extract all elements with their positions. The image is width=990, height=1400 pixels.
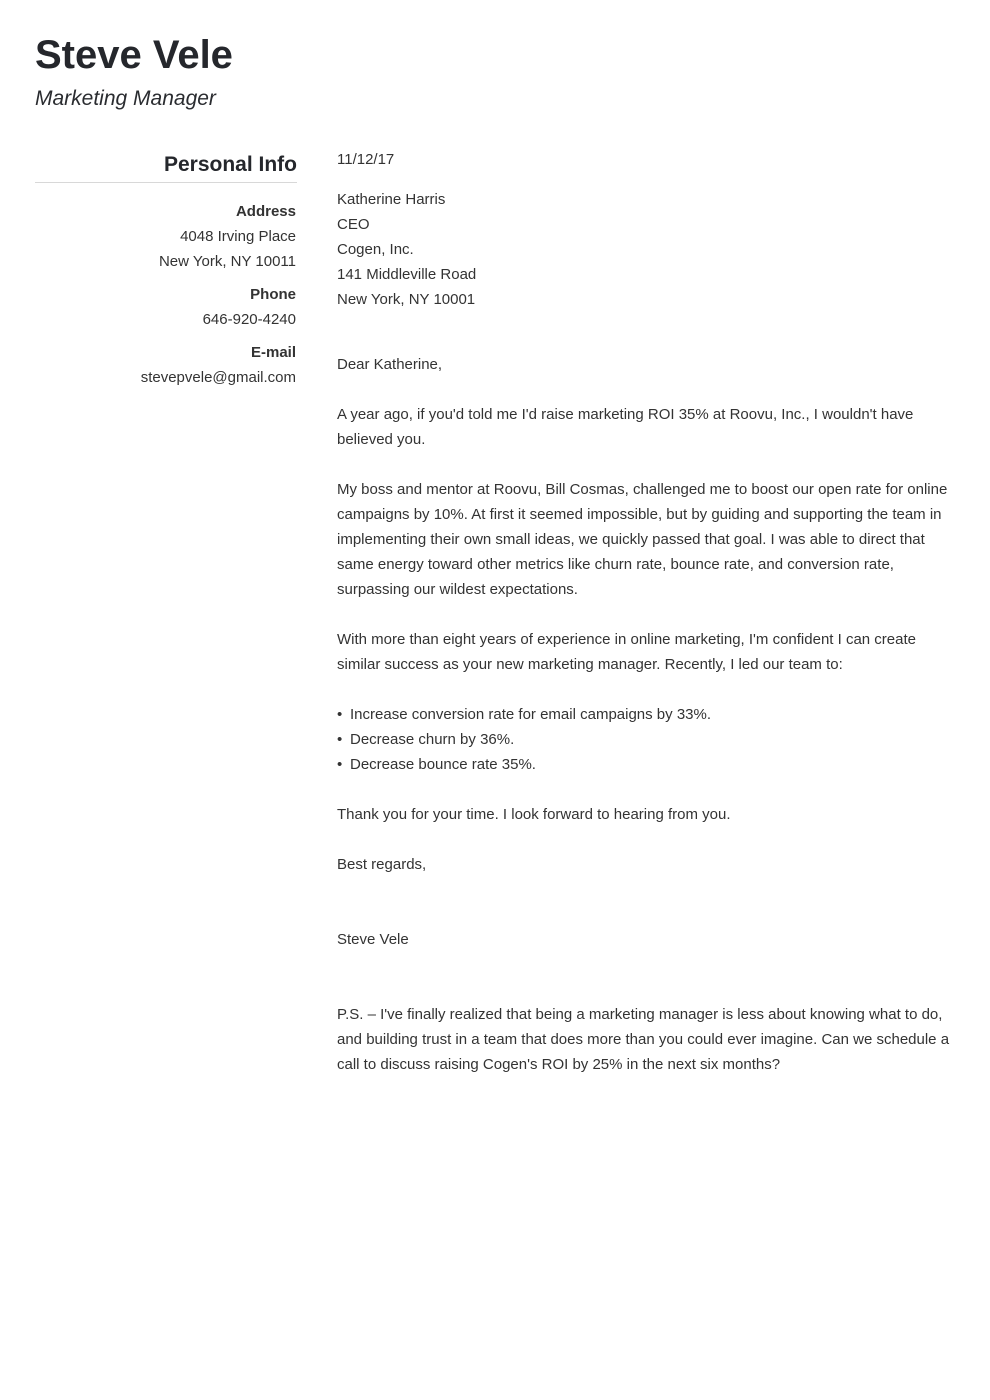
personal-info-sidebar — [35, 150, 296, 390]
address-block — [35, 199, 296, 274]
paragraph-thanks: Thank you for your time. I look forward to hearing from you. — [337, 806, 731, 823]
paragraph-story: My boss and mentor at Roovu, Bill Cosmas, challenged me to boost our open rate for online campaigns by 10%. At first it seemed impossible, but by guiding and supporting the team in implementing their own small ideas, we quickly passed that goal. I was able to direct that same energy toward other metrics like churn rate, bounce rate, and conversion rate, surpassing our wildest expectations. — [337, 481, 948, 598]
list-item — [337, 727, 957, 752]
list-item-text: Decrease churn by 36%. — [350, 731, 515, 748]
bullet-icon: • — [337, 756, 343, 773]
paragraph-experience: With more than eight years of experience in online marketing, I'm confident I can create similar success as your new marketing manager. Recently, I led our team to: — [337, 631, 916, 673]
personal-info-heading: Personal Info — [35, 150, 297, 183]
email-value: stevepvele@gmail.com — [140, 369, 296, 386]
letter-body — [337, 147, 957, 1077]
phone-block — [35, 282, 296, 332]
paragraph-intro: A year ago, if you'd told me I'd raise marketing ROI 35% at Roovu, Inc., I wouldn't have believed you. — [337, 406, 914, 448]
bullet-icon: • — [337, 706, 343, 723]
achievements-list — [337, 702, 957, 777]
recipient-title: CEO — [337, 216, 370, 233]
letter-header — [35, 30, 233, 114]
list-item — [337, 702, 957, 727]
phone-label: Phone — [250, 286, 296, 303]
email-label: E-mail — [250, 344, 296, 361]
postscript: P.S. – I've finally realized that being a marketing manager is less about knowing what to do, and building trust in a team that does more than you could ever imagine. Can we schedule a call to discuss raising Cogen's ROI by 25% in the next six months? — [337, 1006, 950, 1073]
phone-value: 646-920-4240 — [202, 311, 296, 328]
bullet-icon: • — [337, 731, 343, 748]
sender-name: Steve Vele — [35, 33, 233, 77]
email-block — [35, 340, 296, 390]
letter-date: 11/12/17 — [337, 151, 395, 168]
signature: Steve Vele — [337, 931, 409, 948]
address-line-2: New York, NY 10011 — [158, 253, 296, 270]
address-label: Address — [235, 203, 296, 220]
list-item-text: Increase conversion rate for email campaigns by 33%. — [350, 706, 712, 723]
sender-job-title: Marketing Manager — [35, 87, 216, 110]
recipient-name: Katherine Harris — [337, 191, 446, 208]
recipient-block — [337, 187, 957, 312]
address-line-1: 4048 Irving Place — [180, 228, 296, 245]
salutation: Dear Katherine, — [337, 356, 443, 373]
list-item-text: Decrease bounce rate 35%. — [350, 756, 536, 773]
closing: Best regards, — [337, 856, 427, 873]
recipient-city: New York, NY 10001 — [337, 291, 476, 308]
recipient-company: Cogen, Inc. — [337, 241, 414, 258]
recipient-street: 141 Middleville Road — [337, 266, 477, 283]
list-item — [337, 752, 957, 777]
